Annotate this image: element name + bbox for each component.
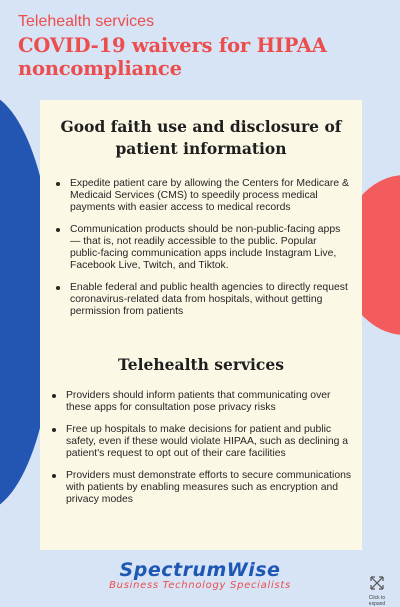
brand-logo	[0, 560, 400, 592]
section-title-good-faith: Good faith use and disclosure of patient information	[60, 117, 342, 158]
content-card	[40, 100, 362, 550]
list-item: Providers must demonstrate efforts to secure communications with patients by enabling measures such as encryption and privacy modes	[66, 470, 352, 505]
list-item: Expedite patient care by allowing the Centers for Medicare & Medicaid Services (CMS) to speedily process medical payments with easier access to medical records	[70, 178, 349, 213]
section-title-telehealth: Telehealth services	[118, 355, 284, 374]
list-item: Providers should inform patients that communicating over these apps for consultation pose privacy risks	[66, 390, 352, 414]
telehealth-bullet-list	[66, 390, 352, 516]
expand-label: Click to expand	[368, 595, 386, 607]
list-item: Communication products should be non-public-facing apps — that is, not readily accessible to the public. Popular public-facing communication apps include Instagram Live, Facebook Live, Twitch, and Tiktok.	[70, 224, 350, 272]
eyebrow-label: Telehealth services	[18, 13, 155, 30]
expand-button[interactable]	[360, 576, 394, 607]
list-item: Enable federal and public health agencies to directly request coronavirus-related data from hospitals, without getting permission from patients	[70, 282, 350, 318]
list-item: Free up hospitals to make decisions for patient and public safety, even if these would violate HIPAA, such as declining a patient's request to opt out of their care facilities	[66, 424, 352, 460]
page-title: COVID-19 waivers for HIPAA noncompliance	[18, 34, 327, 80]
logo-tagline: Business Technology Specialists	[109, 580, 291, 591]
logo-wordmark: SpectrumWise	[119, 559, 281, 581]
expand-icon	[370, 576, 384, 590]
good-faith-bullet-list	[70, 178, 350, 328]
